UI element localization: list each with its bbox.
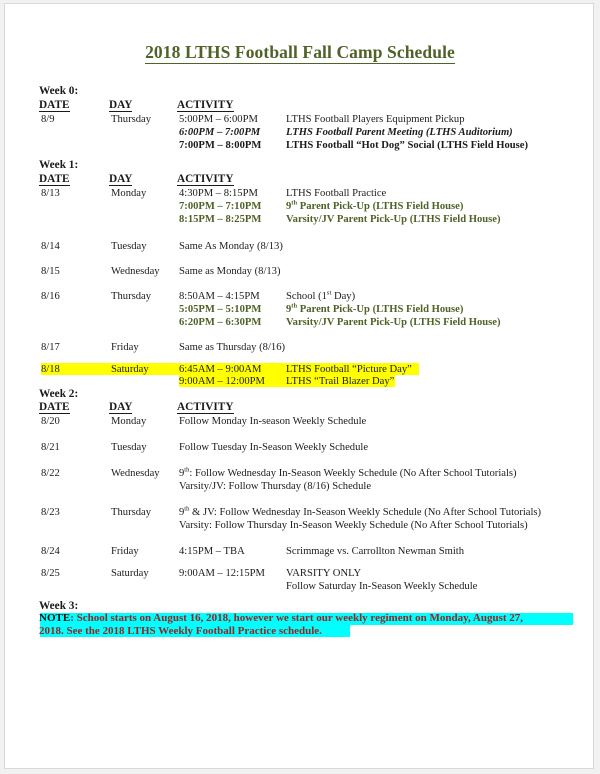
row-date: 8/16: [41, 291, 60, 302]
row-day: Wednesday: [111, 468, 160, 479]
column-header-date: DATE: [39, 401, 70, 413]
column-header-row-2: [5, 401, 594, 415]
row-day: Thursday: [111, 507, 152, 518]
row-time: 9:00AM – 12:15PM: [179, 568, 265, 579]
row-description: LTHS Football Players Equipment Pickup: [286, 114, 465, 125]
row-date: 8/13: [41, 188, 60, 199]
page-title: [5, 42, 594, 63]
note-body-1: : School starts on August 16, 2018, however we start our weekly regiment on Monday, August 27,: [70, 612, 524, 624]
table-row: [5, 519, 594, 532]
row-time: 5:05PM – 5:10PM: [179, 304, 262, 315]
column-header-row-0: [5, 99, 594, 113]
week-label-2: Week 2:: [39, 388, 79, 400]
row-description: 9th: Follow Wednesday In-Season Weekly Schedule (No After School Tutorials): [179, 466, 517, 479]
row-time: 6:00PM – 7:00PM: [179, 127, 261, 138]
table-row: [5, 375, 594, 388]
row-day: Thursday: [111, 291, 152, 302]
column-header-activity: ACTIVITY: [177, 99, 234, 111]
row-day: Friday: [111, 546, 139, 557]
table-row: [5, 200, 594, 213]
row-day: Wednesday: [111, 266, 160, 277]
column-header-activity: ACTIVITY: [177, 173, 234, 185]
column-header-day: DAY: [109, 99, 133, 111]
row-description: Same as Monday (8/13): [179, 266, 281, 277]
row-description: 9th Parent Pick-Up (LTHS Field House): [286, 199, 464, 212]
row-time: 5:00PM – 6:00PM: [179, 114, 258, 125]
row-date: 8/23: [41, 507, 60, 518]
row-date: 8/14: [41, 241, 60, 252]
row-date: 8/9: [41, 114, 55, 125]
table-row: [5, 265, 594, 278]
row-date: 8/22: [41, 468, 60, 479]
table-row: [5, 567, 594, 580]
row-description: VARSITY ONLY: [286, 568, 362, 579]
row-time: 4:30PM – 8:15PM: [179, 188, 258, 199]
row-day: Thursday: [111, 114, 152, 125]
row-description: LTHS Football “Picture Day”: [286, 364, 412, 375]
row-description: Follow Monday In-season Weekly Schedule: [179, 416, 367, 427]
document-page: [4, 3, 594, 769]
row-day: Tuesday: [111, 241, 147, 252]
table-row: [5, 441, 594, 454]
row-description: 9th Parent Pick-Up (LTHS Field House): [286, 302, 464, 315]
row-description: Varsity: Follow Thursday In-Season Weekly Schedule (No After School Tutorials): [179, 520, 528, 531]
table-row: [5, 187, 594, 200]
table-row: [5, 290, 594, 303]
row-date: 8/24: [41, 546, 60, 557]
column-header-day: DAY: [109, 173, 133, 185]
row-description: Follow Saturday In-Season Weekly Schedule: [286, 581, 478, 592]
page-title-text: 2018 LTHS Football Fall Camp Schedule: [145, 42, 455, 62]
row-time: 4:15PM – TBA: [179, 546, 245, 557]
row-day: Saturday: [111, 568, 149, 579]
table-row: [5, 341, 594, 354]
column-header-day: DAY: [109, 401, 133, 413]
row-date: 8/18: [41, 364, 60, 375]
row-description: LTHS Football “Hot Dog” Social (LTHS Field House): [286, 140, 529, 151]
table-row: [5, 126, 594, 139]
note-line-1: [39, 612, 573, 626]
table-row: [5, 506, 594, 519]
row-day: Saturday: [111, 364, 149, 375]
row-date: 8/21: [41, 442, 60, 453]
column-header-row-1: [5, 173, 594, 187]
table-row: [5, 113, 594, 126]
table-row: [5, 240, 594, 253]
row-time: 9:00AM – 12:00PM: [179, 376, 265, 387]
row-date: 8/15: [41, 266, 60, 277]
row-day: Friday: [111, 342, 139, 353]
row-date: 8/17: [41, 342, 60, 353]
note-line-2: 2018. See the 2018 LTHS Weekly Football Practice schedule.: [39, 625, 322, 637]
week-label-3: Week 3:: [39, 600, 79, 612]
row-description: LTHS Football Practice: [286, 188, 387, 199]
row-date: 8/20: [41, 416, 60, 427]
row-description: School (1st Day): [286, 289, 356, 302]
table-row: [5, 580, 594, 593]
row-time: 7:00PM – 7:10PM: [179, 201, 262, 212]
week-label-0: Week 0:: [39, 85, 79, 97]
row-day: Monday: [111, 188, 147, 199]
table-row: [5, 213, 594, 226]
row-description: LTHS Football Parent Meeting (LTHS Auditorium): [286, 127, 513, 138]
column-header-date: DATE: [39, 99, 70, 111]
row-description: Varsity/JV: Follow Thursday (8/16) Schedule: [179, 481, 372, 492]
table-row: [5, 316, 594, 329]
week-label-1: Week 1:: [39, 159, 79, 171]
table-row: [5, 139, 594, 152]
row-description: Same as Thursday (8/16): [179, 342, 286, 353]
row-time: 8:50AM – 4:15PM: [179, 291, 260, 302]
table-row: [5, 467, 594, 480]
row-description: 9th & JV: Follow Wednesday In-Season Weekly Schedule (No After School Tutorials): [179, 505, 542, 518]
row-day: Tuesday: [111, 442, 147, 453]
row-time: 8:15PM – 8:25PM: [179, 214, 262, 225]
row-description: Same As Monday (8/13): [179, 241, 283, 252]
row-date: 8/25: [41, 568, 60, 579]
table-row: [5, 303, 594, 316]
row-description: Varsity/JV Parent Pick-Up (LTHS Field House): [286, 214, 501, 225]
row-time: 6:20PM – 6:30PM: [179, 317, 262, 328]
row-day: Monday: [111, 416, 147, 427]
table-row: [5, 480, 594, 493]
column-header-date: DATE: [39, 173, 70, 185]
row-description: LTHS “Trail Blazer Day”: [286, 376, 395, 387]
row-time: 7:00PM – 8:00PM: [179, 140, 262, 151]
row-description: Varsity/JV Parent Pick-Up (LTHS Field House): [286, 317, 501, 328]
column-header-activity: ACTIVITY: [177, 401, 234, 413]
table-row: [5, 545, 594, 558]
note-prefix: NOTE: [39, 612, 71, 624]
row-description: Follow Tuesday In-Season Weekly Schedule: [179, 442, 369, 453]
table-row: [5, 415, 594, 428]
row-description: Scrimmage vs. Carrollton Newman Smith: [286, 546, 465, 557]
row-time: 6:45AM – 9:00AM: [179, 364, 262, 375]
